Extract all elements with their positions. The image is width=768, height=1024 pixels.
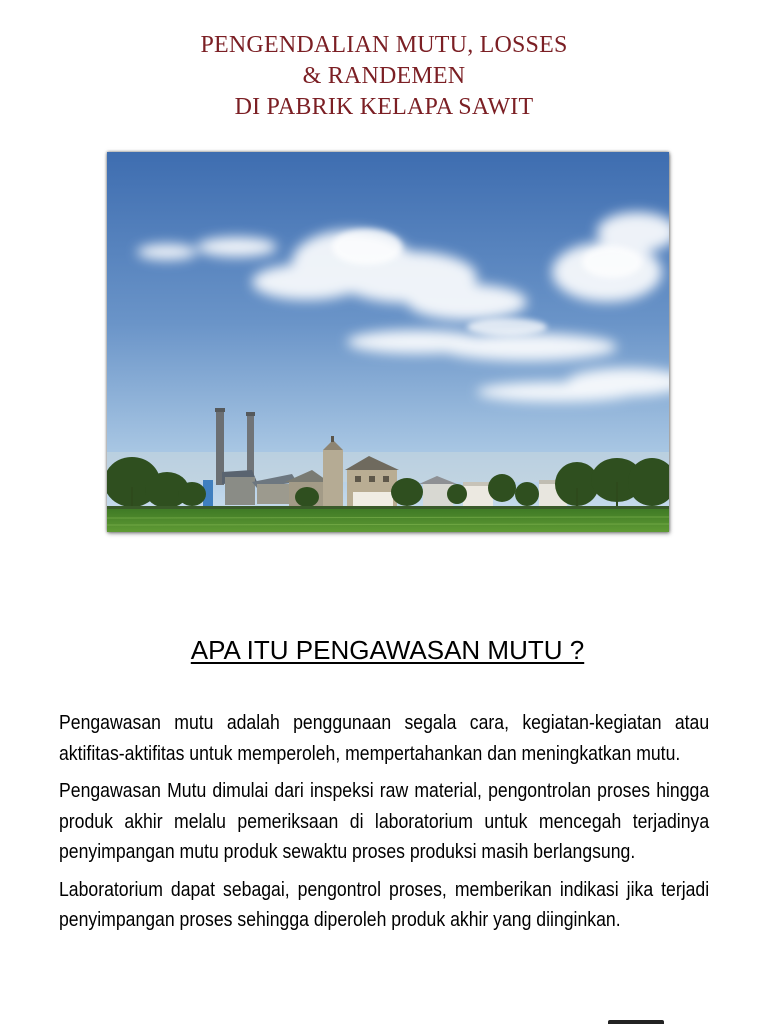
section-heading: APA ITU PENGAWASAN MUTU ? xyxy=(190,635,585,665)
paragraph-1: Pengawasan mutu adalah penggunaan segala cara, kegiatan-kegiatan atau aktifitas-aktifitas untuk memperoleh, mempertahankan dan meningkatkan mutu. xyxy=(59,711,710,765)
document-title xyxy=(0,30,768,123)
page-edge-mark xyxy=(608,1020,664,1024)
palm-oil-mill-photo xyxy=(107,152,669,532)
paragraph-3: Laboratorium dapat sebagai, pengontrol proses, memberikan indikasi jika terjadi penyimpangan proses sehingga diperoleh produk akhir yang diinginkan. xyxy=(59,877,710,931)
title-line-3: DI PABRIK KELAPA SAWIT xyxy=(234,94,534,120)
paragraph-2: Pengawasan Mutu dimulai dari inspeksi raw material, pengontrolan proses hingga produk akhir melalu pemeriksaan di laboratorium untuk mencegah terjadinya penyimpangan mutu produk sewaktu proses produksi masih berlangsung. xyxy=(59,779,710,863)
body-text xyxy=(59,708,709,943)
title-line-1: PENGENDALIAN MUTU, LOSSES xyxy=(200,32,568,58)
title-line-2: & RANDEMEN xyxy=(302,63,466,89)
